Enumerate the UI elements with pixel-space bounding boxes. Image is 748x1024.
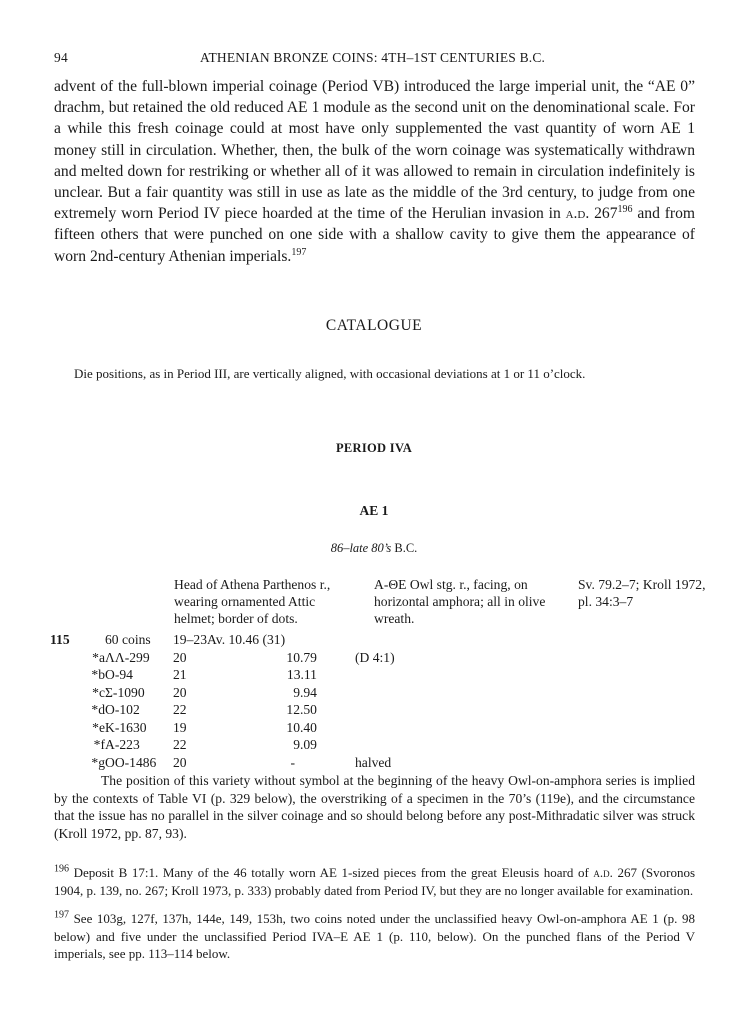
- specimen-label: *b: [91, 667, 105, 682]
- die-position-note: Die positions, as in Period III, are vertically aligned, with occasional deviations at 1 or 11 o’clock.: [74, 366, 586, 381]
- specimen-weight: 13.11: [286, 667, 317, 682]
- date-range-text: 86–late 80’s: [330, 541, 392, 555]
- specimen-note: [355, 720, 475, 738]
- intro-text-1: advent of the full-blown imperial coinage (Period VB) introduced the large imperial unit, the “AE 0” drachm, but retained the old reduced AE 1 module as the second unit on the denominational scale. For a while this fresh coinage could at most have only supplemented the vast quantity of worn AE 1 money still in circulation. Whether, then, the bulk of the worn coinage was systematically withdrawn and melted down for restriking or whether all of it was allowed to remain in circulation indefinitely is unclear. But a fair quantity was still in use as late as the middle of the 3rd century, to judge from one extremely worn Period IV piece hoarded at the time of the Herulian invasion in: [54, 78, 695, 223]
- specimen-id: ΛΛ-299: [105, 649, 150, 665]
- date-range: [0, 541, 748, 556]
- footnote-ref-197[interactable]: 197: [291, 246, 307, 258]
- specimen-row: [50, 667, 475, 685]
- catalogue-number: 115: [50, 632, 70, 647]
- specimen-row: [50, 737, 475, 755]
- intro-text-2: and from fifteen others that were punched on one side with a shallow cavity to give them the appearance of worn 2nd-century Athenian imperials.: [54, 205, 696, 265]
- specimen-size: 20: [173, 754, 187, 770]
- specimen-id: O-102: [105, 702, 140, 717]
- period-heading: PERIOD IVA: [335, 441, 413, 455]
- specimen-id: OO-1486: [105, 754, 157, 770]
- specimen-row: [50, 650, 475, 668]
- specimen-note: (D 4:1): [354, 649, 395, 665]
- footnote-text: See 103g, 127f, 137h, 144e, 149, 153h, two coins noted under the unclassified heavy Owl-on-amphora AE 1 (p. 98 below) and five under the unclassified Period IVA–E AE 1 (p. 110, below). On the punched flans of the Period V imperials, see pp. 113–114 below.: [54, 911, 695, 961]
- obverse-description: Head of Athena Parthenos r., wearing ornamented Attic helmet; border of dots.: [174, 577, 331, 626]
- specimen-note: [355, 737, 475, 755]
- specimen-weight: -: [290, 754, 295, 770]
- specimen-weight: 9.09: [293, 737, 317, 752]
- era-ad: a.d.: [593, 865, 613, 880]
- specimen-id: Σ-1090: [105, 684, 145, 700]
- specimen-label: *f: [93, 737, 105, 752]
- size-range: 19–23: [173, 632, 207, 647]
- specimen-weight: 12.50: [286, 702, 317, 717]
- specimen-label: *d: [91, 702, 105, 717]
- specimen-label: *g: [91, 754, 105, 770]
- specimen-label: *c: [92, 684, 105, 700]
- denomination-heading: AE 1: [359, 503, 389, 518]
- footnote-number: 196: [54, 863, 69, 875]
- coin-count: 60 coins: [105, 632, 151, 647]
- specimen-note: halved: [354, 754, 392, 770]
- specimen-weight: 9.94: [293, 684, 317, 700]
- average-weight: Av. 10.46 (31): [206, 632, 286, 647]
- running-title: ATHENIAN BRONZE COINS: 4TH–1ST CENTURIES B.C.: [200, 50, 546, 65]
- specimen-note: [355, 667, 475, 685]
- specimen-id: A-223: [105, 737, 140, 752]
- catalogue-heading: CATALOGUE: [325, 317, 423, 334]
- page-number: 94: [54, 50, 68, 65]
- intro-paragraph: [54, 76, 695, 267]
- specimen-weight: 10.40: [286, 719, 317, 735]
- specimen-row: [50, 720, 475, 738]
- intro-year: 267: [589, 205, 618, 223]
- footnote-text: 267 (Svoronos 1904, p. 139, no. 267; Kroll 1973, p. 333) probably dated from Period IV, but they are no longer available for examination.: [54, 865, 695, 898]
- specimen-label: *e: [92, 719, 105, 735]
- footnote-text: Deposit B 17:1. Many of the 46 totally worn AE 1-sized pieces from the great Eleusis hoard of: [69, 865, 594, 880]
- specimen-table: [50, 632, 475, 772]
- catalogue-commentary: [54, 772, 695, 842]
- specimen-row: [50, 702, 475, 720]
- footnote-number: 197: [54, 909, 69, 921]
- specimen-note: [355, 685, 475, 703]
- specimen-size: 21: [173, 667, 187, 682]
- specimen-size: 22: [173, 702, 187, 717]
- specimen-row: [50, 685, 475, 703]
- footnote-197: [54, 910, 695, 963]
- specimen-id: K-1630: [105, 719, 147, 735]
- footnote-196: [54, 864, 695, 899]
- date-era: B.C.: [394, 541, 418, 555]
- era-ad: a.d.: [565, 205, 590, 223]
- specimen-note: [355, 702, 475, 720]
- catalogue-commentary-text: The position of this variety without symbol at the beginning of the heavy Owl-on-amphora series is implied by the contexts of Table VI (p. 329 below), the overstriking of a specimen in the 70’s (119e), and the circumstance that the issue has no parallel in the silver coinage and so should belong before any post-Mithradatic silver was struck (Kroll 1972, pp. 87, 93).: [54, 773, 695, 841]
- reverse-description: Α-ΘΕ Owl stg. r., facing, on horizontal amphora; all in olive wreath.: [374, 577, 546, 626]
- specimen-size: 19: [173, 719, 187, 735]
- specimen-size: 20: [173, 684, 187, 700]
- summary-row: [50, 632, 475, 650]
- specimen-id: O-94: [105, 667, 133, 682]
- references: Sv. 79.2–7; Kroll 1972, pl. 34:3–7: [578, 577, 706, 609]
- specimen-row: [50, 755, 475, 773]
- specimen-size: 22: [173, 737, 187, 752]
- specimen-weight: 10.79: [286, 649, 317, 665]
- specimen-label: *a: [92, 649, 105, 665]
- specimen-size: 20: [173, 649, 187, 665]
- footnote-ref-196[interactable]: 196: [617, 204, 633, 216]
